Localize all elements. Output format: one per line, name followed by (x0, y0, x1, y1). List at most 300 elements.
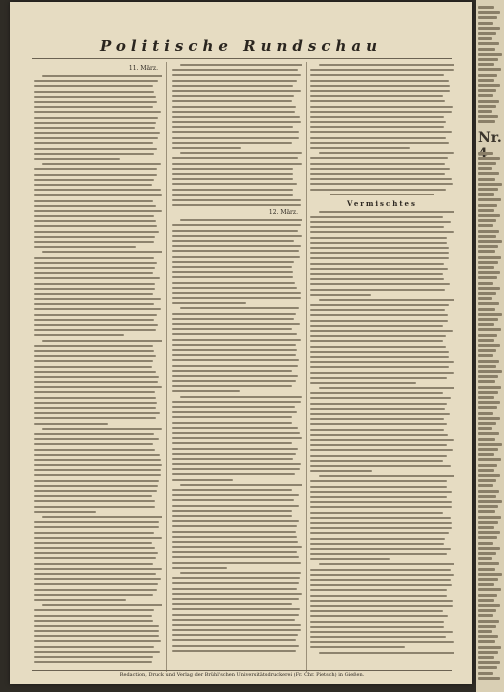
text-line (310, 543, 444, 545)
text-line (34, 635, 159, 637)
text-line (310, 527, 452, 529)
text-line (34, 443, 153, 445)
text-line (172, 463, 301, 465)
text-line (478, 666, 497, 669)
text-line (172, 121, 301, 123)
text-line (172, 577, 300, 579)
text-line (478, 27, 500, 30)
text-line (310, 69, 454, 71)
text-line (478, 609, 496, 612)
text-line (34, 568, 162, 570)
text-line (172, 261, 294, 263)
text-line (34, 521, 159, 523)
text-line (172, 619, 295, 621)
imprint: Redaction, Druck und Verlag der Brühl'schen Universitätsdruckerei (Fr. Chr. Pietsch) in Gießen. (32, 670, 452, 680)
text-line (172, 359, 299, 361)
text-line (478, 672, 493, 675)
text-line (310, 111, 452, 113)
column-1 (34, 64, 162, 664)
text-line (172, 531, 296, 533)
text-line (172, 494, 299, 496)
text-line (310, 512, 443, 514)
text-line (478, 230, 499, 233)
text-line (34, 272, 153, 274)
text-line (310, 646, 405, 648)
text-line (310, 137, 446, 139)
text-line (310, 247, 449, 249)
text-line (34, 578, 161, 580)
text-line (172, 256, 300, 258)
text-line (310, 157, 448, 159)
text-line (172, 411, 297, 413)
text-line (310, 361, 454, 363)
text-line (310, 501, 452, 503)
text-line (310, 480, 447, 482)
text-line (42, 428, 162, 430)
text-line (34, 532, 154, 534)
text-line (34, 257, 154, 259)
text-line (319, 152, 454, 154)
text-line (34, 371, 156, 373)
text-line (310, 641, 454, 643)
text-line (172, 271, 293, 273)
text-line (34, 96, 156, 98)
text-line (310, 600, 453, 602)
text-line (310, 610, 443, 612)
text-line (172, 204, 301, 206)
text-line (172, 297, 301, 299)
text-line (478, 406, 497, 409)
text-line (478, 167, 492, 170)
text-line (172, 85, 293, 87)
text-line (172, 230, 298, 232)
text-line (478, 157, 500, 160)
text-line (172, 90, 301, 92)
text-line (319, 299, 454, 301)
text-line (180, 484, 302, 486)
text-line (34, 397, 156, 399)
text-line (478, 484, 493, 487)
text-line (172, 603, 292, 605)
text-line (478, 198, 501, 201)
text-line (478, 599, 494, 602)
text-line (478, 11, 500, 14)
text-line (34, 241, 154, 243)
text-line (310, 460, 443, 462)
text-line (310, 85, 450, 87)
text-line (478, 422, 496, 425)
text-line (34, 469, 161, 471)
text-line (310, 289, 445, 291)
text-line (172, 479, 233, 481)
text-line (172, 536, 297, 538)
text-line (478, 620, 499, 623)
text-line (172, 240, 294, 242)
text-line (478, 510, 495, 513)
text-line (34, 589, 157, 591)
text-line (34, 583, 158, 585)
text-line (34, 615, 152, 617)
text-line (310, 163, 445, 165)
text-line (34, 215, 154, 217)
text-line (34, 137, 158, 139)
text-line (34, 168, 157, 170)
text-line (34, 174, 157, 176)
text-line (34, 283, 155, 285)
text-line (478, 516, 501, 519)
text-line (172, 515, 292, 517)
text-line (34, 391, 155, 393)
text-line (34, 511, 96, 513)
text-line (478, 48, 495, 51)
text-line (34, 324, 158, 326)
text-line (310, 449, 453, 451)
text-line (34, 355, 156, 357)
text-line (478, 178, 495, 181)
text-line (34, 220, 156, 222)
text-line (172, 448, 298, 450)
text-line (478, 219, 496, 222)
text-line (478, 500, 502, 503)
text-line (34, 210, 162, 212)
text-line (34, 179, 154, 181)
text-line (478, 209, 494, 212)
text-line (172, 427, 298, 429)
dateline: 12. März. (268, 209, 298, 217)
text-line (319, 652, 454, 654)
adjacent-page-edge (476, 0, 504, 692)
text-line (478, 32, 496, 35)
text-line (172, 650, 296, 652)
text-line (34, 651, 160, 653)
text-line (172, 266, 292, 268)
text-line (172, 100, 292, 102)
text-line (172, 318, 294, 320)
text-line (34, 153, 154, 155)
text-line (478, 271, 500, 274)
text-line (478, 635, 498, 638)
text-line (180, 307, 300, 309)
text-line (172, 634, 298, 636)
text-line (478, 68, 501, 71)
text-line (310, 408, 445, 410)
text-line (34, 661, 152, 663)
text-line (34, 542, 152, 544)
text-line (34, 132, 160, 134)
text-line (42, 516, 162, 518)
text-line (310, 455, 447, 457)
text-line (310, 142, 449, 144)
text-line (34, 500, 155, 502)
text-line (478, 328, 501, 331)
text-line (42, 163, 161, 165)
text-line (172, 499, 294, 501)
text-line (310, 173, 445, 175)
text-line (478, 282, 493, 285)
text-line (310, 621, 444, 623)
text-line (34, 438, 159, 440)
text-line (478, 261, 498, 264)
separator (330, 194, 434, 195)
text-line (172, 80, 297, 82)
text-line (310, 268, 448, 270)
text-line (172, 624, 301, 626)
text-line (172, 505, 299, 507)
text-line (34, 454, 160, 456)
text-line (310, 631, 453, 633)
text-line (34, 308, 161, 310)
text-line (172, 639, 296, 641)
text-line (310, 413, 450, 415)
text-line (478, 614, 493, 617)
text-line (34, 80, 158, 82)
text-line (34, 573, 156, 575)
text-line (34, 288, 155, 290)
text-line (34, 537, 162, 539)
text-line (34, 122, 156, 124)
text-line (34, 646, 154, 648)
text-line (478, 302, 499, 305)
text-line (478, 562, 499, 565)
text-line (34, 417, 156, 419)
text-line (310, 439, 454, 441)
text-line (34, 526, 159, 528)
text-line (478, 375, 498, 378)
text-line (34, 319, 154, 321)
text-line (172, 458, 293, 460)
article-text (34, 75, 162, 664)
text-line (34, 412, 160, 414)
text-line (478, 292, 496, 295)
text-line (478, 651, 498, 654)
text-line (478, 427, 492, 430)
text-line (478, 105, 496, 108)
text-line (478, 245, 498, 248)
text-line (478, 74, 497, 77)
text-line (34, 267, 155, 269)
text-line (172, 442, 292, 444)
text-line (42, 604, 162, 606)
text-line (478, 573, 502, 576)
text-line (34, 360, 153, 362)
text-line (310, 491, 452, 493)
text-line (478, 531, 500, 534)
text-line (319, 64, 454, 66)
text-line (180, 64, 302, 66)
text-line (172, 489, 292, 491)
text-line (310, 346, 446, 348)
text-line (310, 548, 451, 550)
text-line (478, 640, 495, 643)
text-line (478, 100, 499, 103)
text-line (310, 80, 449, 82)
text-line (319, 475, 454, 477)
text-line (172, 323, 300, 325)
text-line (34, 594, 153, 596)
text-line (478, 162, 496, 165)
text-line (478, 115, 498, 118)
text-line (34, 402, 157, 404)
adjacent-page-fragment: Nr. (478, 130, 502, 146)
text-line (310, 589, 447, 591)
text-line (172, 588, 297, 590)
text-line (310, 90, 450, 92)
text-line (310, 506, 452, 508)
text-line (180, 219, 302, 221)
text-line (172, 582, 299, 584)
text-line (172, 390, 240, 392)
text-line (478, 401, 500, 404)
text-line (172, 344, 296, 346)
text-line (172, 406, 295, 408)
text-line (478, 578, 498, 581)
text-line (478, 204, 497, 207)
text-line (478, 89, 496, 92)
text-line (478, 542, 493, 545)
text-line (34, 366, 152, 368)
text-line (172, 69, 298, 71)
text-line (34, 386, 162, 388)
text-line (478, 536, 497, 539)
text-line (172, 520, 299, 522)
text-line (310, 252, 449, 254)
text-line (172, 556, 299, 558)
text-line (34, 225, 157, 227)
text-line (172, 126, 293, 128)
text-line (310, 470, 372, 472)
text-line (172, 333, 297, 335)
text-line (34, 630, 159, 632)
text-line (310, 569, 451, 571)
text-line (34, 449, 155, 451)
text-line (34, 231, 159, 233)
column-3 (310, 64, 454, 664)
text-line (310, 216, 443, 218)
text-line (478, 583, 494, 586)
text-line (34, 158, 120, 160)
text-line (310, 574, 454, 576)
text-line (478, 224, 493, 227)
text-line (310, 434, 448, 436)
text-line (172, 541, 298, 543)
section-title: Politische Rundschau (99, 37, 383, 55)
text-line (478, 318, 498, 321)
text-line (172, 593, 302, 595)
text-line (34, 194, 162, 196)
text-line (310, 221, 451, 223)
text-line (478, 360, 499, 363)
text-line (478, 557, 492, 560)
text-line (310, 304, 449, 306)
text-line (34, 350, 154, 352)
page-header (10, 36, 472, 56)
text-line (310, 351, 449, 353)
text-line (34, 609, 154, 611)
text-line (310, 382, 416, 384)
text-line (478, 266, 494, 269)
text-line (478, 58, 498, 61)
text-line (34, 200, 153, 202)
text-line (310, 283, 450, 285)
text-line (34, 547, 155, 549)
article-text (172, 64, 302, 206)
dateline: 11. März. (128, 65, 158, 72)
text-line (172, 199, 301, 201)
text-line (34, 117, 158, 119)
text-line (172, 385, 292, 387)
text-line (310, 584, 452, 586)
text-line (310, 273, 443, 275)
text-line (310, 636, 446, 638)
text-line (478, 594, 497, 597)
text-line (478, 386, 501, 389)
text-line (478, 479, 496, 482)
column-divider (166, 62, 167, 672)
text-line (310, 178, 452, 180)
text-line (310, 532, 449, 534)
text-line (34, 423, 108, 425)
text-line (310, 257, 449, 259)
text-line (310, 226, 444, 228)
text-line (310, 465, 451, 467)
text-line (310, 131, 452, 133)
text-line (34, 656, 153, 658)
text-line (172, 250, 299, 252)
text-line (34, 148, 157, 150)
text-line (172, 313, 296, 315)
text-line (478, 661, 500, 664)
text-line (310, 486, 447, 488)
text-line (310, 263, 444, 265)
text-line (34, 552, 158, 554)
text-line (34, 205, 156, 207)
text-line (478, 250, 495, 253)
text-line (172, 645, 299, 647)
text-line (478, 552, 496, 555)
text-line (34, 407, 156, 409)
text-line (172, 106, 296, 108)
text-line (310, 237, 447, 239)
text-line (34, 277, 160, 279)
text-line (310, 496, 447, 498)
text-line (34, 189, 161, 191)
text-line (34, 464, 162, 466)
text-line (319, 563, 454, 565)
text-line (172, 370, 292, 372)
text-line (172, 567, 227, 569)
text-line (310, 147, 410, 149)
text-line (34, 106, 153, 108)
text-line (172, 349, 297, 351)
text-line (478, 287, 500, 290)
text-line (310, 189, 446, 191)
text-line (478, 412, 493, 415)
text-line (310, 106, 453, 108)
text-line (172, 131, 299, 133)
text-line (310, 309, 445, 311)
header-rule (32, 58, 452, 59)
text-line (172, 416, 292, 418)
text-line (172, 380, 296, 382)
text-line (172, 116, 300, 118)
text-line (172, 157, 298, 159)
text-line (478, 396, 494, 399)
text-line (478, 42, 499, 45)
text-line (478, 323, 494, 326)
text-line (478, 214, 500, 217)
text-line (34, 433, 154, 435)
text-line (478, 183, 502, 186)
